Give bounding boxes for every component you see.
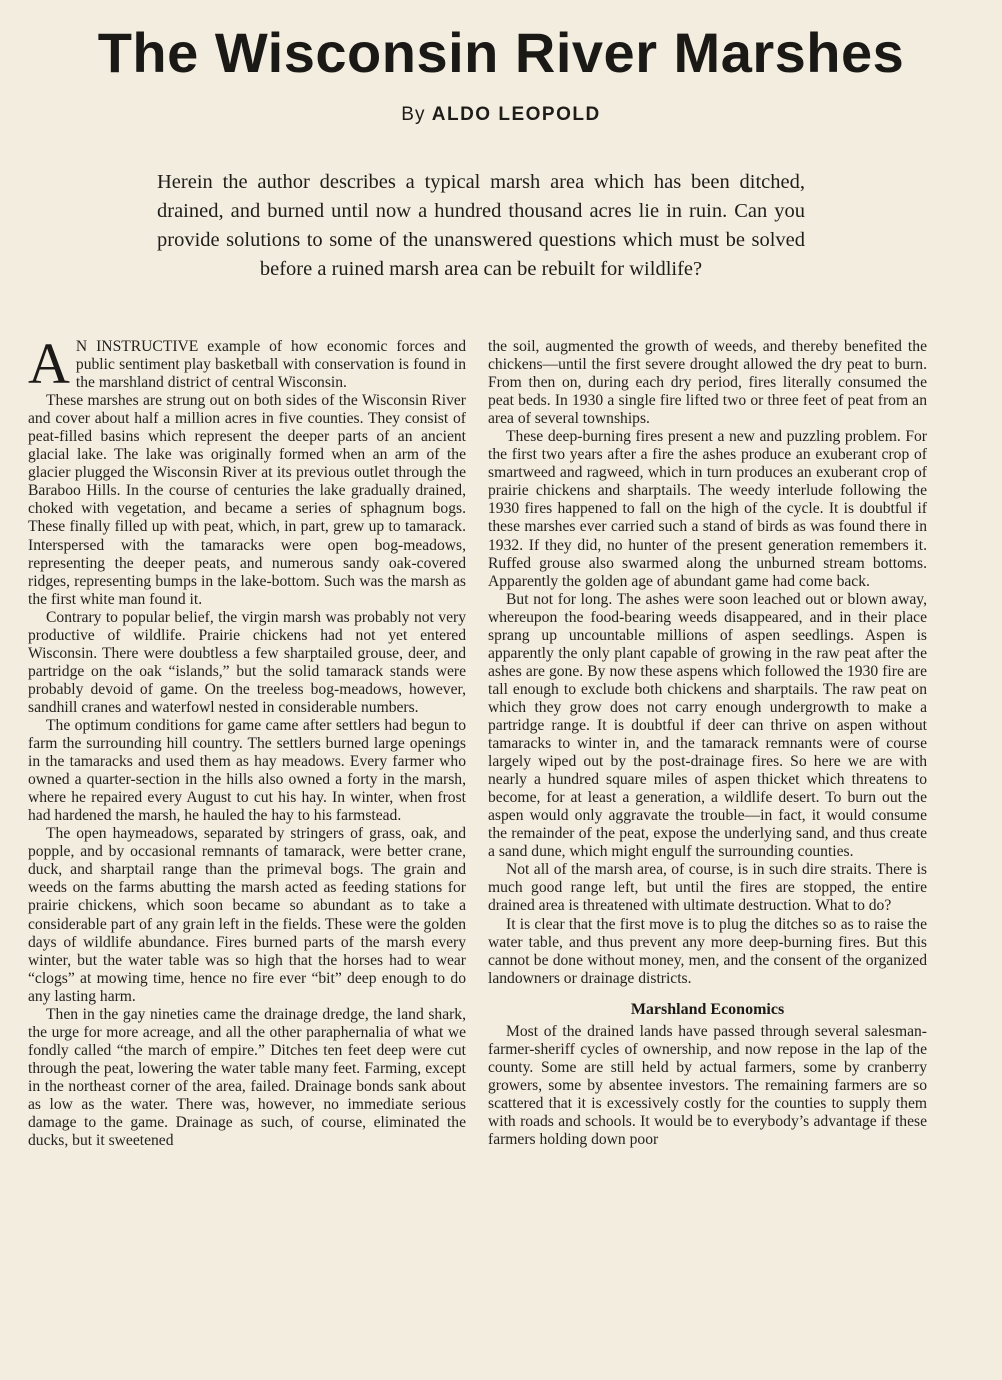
byline-prefix: By [401,104,426,125]
author-name: ALDO LEOPOLD [431,104,601,125]
paragraph-text: N INSTRUCTIVE example of how economic forces and public sentiment play basketball with conservation is found in the marshland district of central Wisconsin. [75,338,466,392]
paragraph [28,331,466,396]
article-intro: Herein the author describes a typical marsh area which has been ditched, drained, and burned until now a hundred thousand acres lie in ruin. Can you provide solutions to some of the unanswered questions which must be solved before a ruined marsh area can be rebuilt for wildlife? [157,171,805,280]
article-title: The Wisconsin River Marshes [97,21,905,84]
paragraph: The optimum conditions for game came after settlers had begun to farm the surrounding hill country. The settlers burned large openings in the tamaracks and used them as hay meadows. Every farmer who owned a quarter-section in the hills also owned a forty in the marsh, where he repaired every August to cut his hay. In winter, when frost had hardened the marsh, he hauled the hay to his farmstead. [28,716,466,825]
paragraph: Then in the gay nineties came the drainage dredge, the land shark, the urge for more acreage, and all the other paraphernalia of what we fondly called “the march of empire.” Ditches ten feet deep were cut through the peat, lowering the water table many feet. Farming, except in the northeast corner of the area, failed. Drainage bonds sank about as low as the water. There was, however, no immediate serious damage to the game. Drainage as such, of course, eliminated the ducks, but it sweetened [28,1005,466,1150]
right-column [488,338,927,1149]
paragraph: These deep-burning fires present a new and puzzling problem. For the first two years after a fire the ashes produce an exuberant crop of smartweed and ragweed, which in turn produces an exuberant crop of prairie chickens and sharptails. The weedy interlude following the 1930 fires happened to fall on the high of the cycle. It is doubtful if these marshes ever carried such a stand of birds as was found there in 1932. If they did, no hunter of the present generation remembers it. Ruffed grouse also swarmed along the unburned stream bottoms. Apparently the golden age of abundant game had come back. [488,428,927,590]
paragraph: Contrary to popular belief, the virgin marsh was probably not very productive of wildlife. Prairie chickens had not yet entered Wisconsin. There were doubtless a few sharptailed grouse, deer, and partridge on the oak “islands,” but the solid tamarack stands were probably devoid of game. On the treeless bog-meadows, however, sandhill cranes and waterfowl nested in considerable numbers. [28,608,466,716]
paragraph: the soil, augmented the growth of weeds, and thereby benefited the chickens—until the first severe drought allowed the dry peat to burn. From then on, during each dry period, fires literally consumed the peat beds. In 1930 a single fire lifted two or three feet of peat from an area of several townships. [488,338,927,428]
paragraph: But not for long. The ashes were soon leached out or blown away, whereupon the food-bearing weeds disappeared, and in their place sprang up uncountable millions of aspen seedlings. Aspen is apparently the only plant capable of growing in the raw peat after the ashes are gone. By now these aspens which followed the 1930 fire are tall enough to exclude both chickens and sharptails. The raw peat on which they grow does not carry enough undergrowth to make a partridge range. It is doubtful if deer can thrive on aspen without tamaracks to winter in, and the tamarack remnants were of course largely wiped out by the post-drainage fires. So here we are with nearly a hundred square miles of aspen thicket which threatens to become, for at least a generation, a wildlife desert. To burn out the aspen would only aggravate the trouble—in fact, it would consume the remainder of the peat, expose the underlying sand, and thus create a sand dune, which might engulf the surrounding counties. [488,590,927,861]
paragraph: These marshes are strung out on both sides of the Wisconsin River and cover about half a million acres in five counties. They consist of peat-filled basins which represent the deeper parts of an ancient glacial lake. The lake was originally formed when an arm of the glacier plugged the Wisconsin River at its previous outlet through the Baraboo Hills. In the course of centuries the lake gradually drained, choked with vegetation, and became a series of sphagnum bogs. These finally filled up with peat, which, in part, grew up to tamarack. Interspersed with the tamaracks were open bog-meadows, representing the deeper peats, and numerous sandy oak-covered ridges, representing bumps in the lake-bottom. Such was the marsh as the first white man found it. [28,392,466,608]
paragraph: The open haymeadows, separated by stringers of grass, oak, and popple, and by occasional remnants of tamarack, were better crane, duck, and sharptail range than the primeval bogs. The grain and weeds on the farms abutting the marsh acted as feeding stations for prairie chickens, which soon became so abundant as to take a considerable part of any grain left in the fields. These were the golden days of wildlife abundance. Fires burned parts of the marsh every winter, but the water table was so high that the horses had to wear “clogs” at mowing time, hence no fire ever “bit” deep enough to do any lasting harm. [28,825,466,1005]
paragraph: Most of the drained lands have passed through several salesman-farmer-sheriff cycles of ownership, and now repose in the lap of the county. Some are still held by actual farmers, some by cranberry growers, some by absentee investors. The remaining farmers are so scattered that it is excessively costly for the counties to supply them with roads and schools. It would be to everybody’s advantage if these farmers holding down poor [488,1022,927,1148]
paragraph: Not all of the marsh area, of course, is in such dire straits. There is much good range left, but until the fires are stopped, the entire drained area is threatened with ultimate destruction. What to do? [488,861,927,915]
byline [0,104,1002,126]
drop-cap: A [28,331,70,396]
left-column [28,331,466,1150]
paragraph: It is clear that the first move is to plug the ditches so as to raise the water table, and thus prevent any more deep-burning fires. But this cannot be done without money, men, and the consent of the organized landowners or drainage districts. [488,915,927,987]
section-heading: Marshland Economics [630,1000,785,1018]
